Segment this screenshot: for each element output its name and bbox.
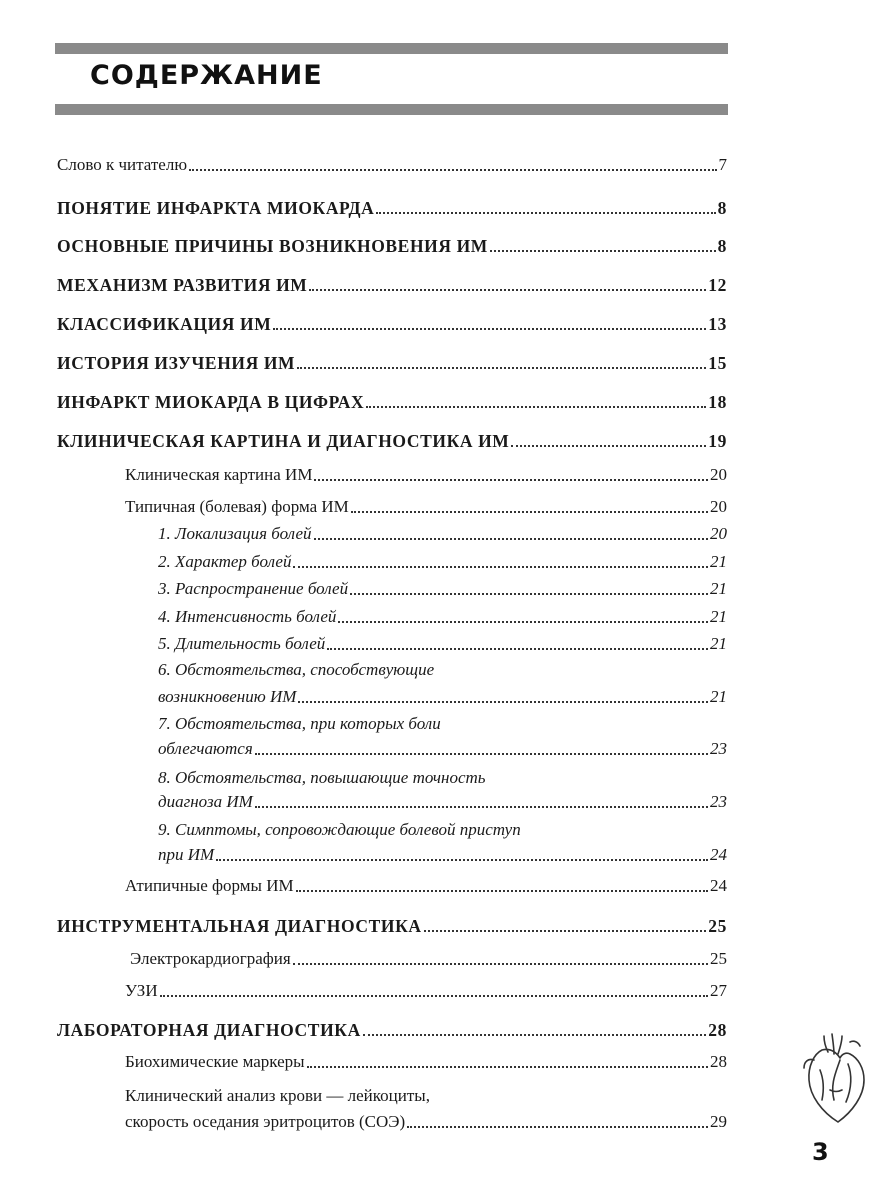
toc-entry-page: 19 <box>708 431 727 451</box>
toc-entry-page: 20 <box>710 524 727 543</box>
toc-entry-page: 21 <box>710 579 727 598</box>
toc-entry[interactable] <box>158 552 727 572</box>
toc-entry-line: 8. Обстоятельства, повышающие точность <box>158 768 486 787</box>
toc-entry-page: 21 <box>710 552 727 571</box>
toc-entry-page: 29 <box>710 1112 727 1131</box>
toc-entry-page: 25 <box>710 949 727 968</box>
dot-leader <box>327 647 708 650</box>
page-number: 3 <box>812 1138 829 1166</box>
toc-entry-page: 23 <box>710 739 727 758</box>
toc-entry[interactable] <box>158 634 727 654</box>
dot-leader <box>338 620 708 623</box>
toc-entry-title: Клиническая картина ИМ <box>125 465 313 484</box>
dot-leader <box>424 929 707 932</box>
toc-entry[interactable] <box>158 607 727 627</box>
toc-entry-title: КЛИНИЧЕСКАЯ КАРТИНА И ДИАГНОСТИКА ИМ <box>57 431 510 451</box>
toc-entry[interactable] <box>125 497 727 517</box>
dot-leader <box>273 327 706 330</box>
toc-entry-title: ЛАБОРАТОРНАЯ ДИАГНОСТИКА <box>57 1020 361 1040</box>
toc-entry[interactable] <box>57 392 727 412</box>
toc-entry[interactable] <box>130 949 727 969</box>
toc-entry-page: 15 <box>708 353 727 373</box>
toc-entry-page: 24 <box>710 876 727 895</box>
toc-entry[interactable] <box>158 845 727 865</box>
toc-entry[interactable] <box>158 739 727 759</box>
dot-leader <box>298 700 708 703</box>
toc-entry-title: ПОНЯТИЕ ИНФАРКТА МИОКАРДА <box>57 198 375 218</box>
dot-leader <box>189 168 716 171</box>
anatomical-heart-icon <box>800 1030 872 1128</box>
dot-leader <box>296 889 708 892</box>
dot-leader <box>255 805 708 808</box>
dot-leader <box>307 1065 708 1068</box>
toc-entry[interactable] <box>57 236 727 256</box>
toc-entry-page: 12 <box>708 275 727 295</box>
toc-entry[interactable] <box>57 431 727 451</box>
dot-leader <box>309 288 706 291</box>
toc-entry-title: Электрокардиография <box>130 949 291 968</box>
toc-entry-title: 3. Распространение болей <box>158 579 349 598</box>
dot-leader <box>255 752 708 755</box>
toc-entry-title: возникновению ИМ <box>158 687 297 706</box>
toc-entry-page: 21 <box>710 687 727 706</box>
toc-entry-title: КЛАССИФИКАЦИЯ ИМ <box>57 314 272 334</box>
toc-entry[interactable] <box>158 792 727 812</box>
toc-entry-title: Биохимические маркеры <box>125 1052 305 1071</box>
toc-entry-page: 21 <box>710 607 727 626</box>
toc-entry[interactable] <box>57 155 727 175</box>
page-title: СОДЕРЖАНИЕ <box>90 60 323 91</box>
toc-entry[interactable] <box>125 465 727 485</box>
toc-entry-page: 28 <box>710 1052 727 1071</box>
toc-entry-title: при ИМ <box>158 845 215 864</box>
toc-entry-title: ОСНОВНЫЕ ПРИЧИНЫ ВОЗНИКНОВЕНИЯ ИМ <box>57 236 488 256</box>
toc-entry-page: 25 <box>708 916 727 936</box>
toc-entry-title: 5. Длительность болей <box>158 634 326 653</box>
toc-entry-page: 28 <box>708 1020 727 1040</box>
toc-entry-title: ИНСТРУМЕНТАЛЬНАЯ ДИАГНОСТИКА <box>57 916 422 936</box>
toc-entry-title: ИНФАРКТ МИОКАРДА В ЦИФРАХ <box>57 392 365 412</box>
dot-leader <box>407 1125 708 1128</box>
toc-entry[interactable] <box>125 1112 727 1132</box>
toc-entry[interactable] <box>57 314 727 334</box>
toc-entry-line: 7. Обстоятельства, при которых боли <box>158 714 441 733</box>
dot-leader <box>297 366 706 369</box>
toc-entry-title: скорость оседания эритроцитов (СОЭ) <box>125 1112 406 1131</box>
toc-entry[interactable] <box>57 275 727 295</box>
toc-entry-page: 21 <box>710 634 727 653</box>
dot-leader <box>490 249 716 252</box>
toc-entry-title: УЗИ <box>125 981 158 1000</box>
toc-entry[interactable] <box>125 981 727 1001</box>
dot-leader <box>314 478 708 481</box>
toc-entry-page: 27 <box>710 981 727 1000</box>
dot-leader <box>511 444 706 447</box>
toc-entry-title: облегчаются <box>158 739 253 758</box>
toc-entry[interactable] <box>158 579 727 599</box>
dot-leader <box>376 211 715 214</box>
toc-entry[interactable] <box>125 1052 727 1072</box>
toc-entry-title: 1. Локализация болей <box>158 524 312 543</box>
toc-entry-page: 13 <box>708 314 727 334</box>
dot-leader <box>293 565 708 568</box>
dot-leader <box>351 510 708 513</box>
toc-entry[interactable] <box>158 687 727 707</box>
toc-entry[interactable] <box>57 353 727 373</box>
toc-entry-page: 8 <box>717 198 727 218</box>
toc-entry-title: 2. Характер болей <box>158 552 292 571</box>
toc-entry-title: ИСТОРИЯ ИЗУЧЕНИЯ ИМ <box>57 353 296 373</box>
toc-entry-page: 20 <box>710 497 727 516</box>
toc-entry-title: Слово к читателю <box>57 155 188 174</box>
toc-entry-title: МЕХАНИЗМ РАЗВИТИЯ ИМ <box>57 275 308 295</box>
toc-entry[interactable] <box>125 876 727 896</box>
toc-entry-line: 6. Обстоятельства, способствующие <box>158 660 435 679</box>
toc-entry-page: 7 <box>718 155 727 174</box>
dot-leader <box>160 994 708 997</box>
toc-entry-title: 4. Интенсивность болей <box>158 607 337 626</box>
toc-entry-page: 23 <box>710 792 727 811</box>
dot-leader <box>350 592 708 595</box>
dot-leader <box>366 405 706 408</box>
toc-entry-title: Атипичные формы ИМ <box>125 876 294 895</box>
dot-leader <box>293 962 708 965</box>
dot-leader <box>216 858 708 861</box>
toc-entry-page: 20 <box>710 465 727 484</box>
dot-leader <box>314 537 708 540</box>
toc-entry[interactable] <box>57 1020 727 1040</box>
dot-leader <box>363 1033 706 1036</box>
toc-entry[interactable] <box>57 198 727 218</box>
toc-entry-page: 24 <box>710 845 727 864</box>
toc-entry[interactable] <box>57 916 727 936</box>
toc-entry[interactable] <box>158 524 727 544</box>
toc-entry-title: диагноза ИМ <box>158 792 253 811</box>
toc-entry-page: 18 <box>708 392 727 412</box>
toc-entry-title: Типичная (болевая) форма ИМ <box>125 497 349 516</box>
toc-entry-page: 8 <box>717 236 727 256</box>
toc-entry-line: Клинический анализ крови — лейкоциты, <box>125 1086 430 1105</box>
toc-entry-line: 9. Симптомы, сопровождающие болевой приступ <box>158 820 521 839</box>
